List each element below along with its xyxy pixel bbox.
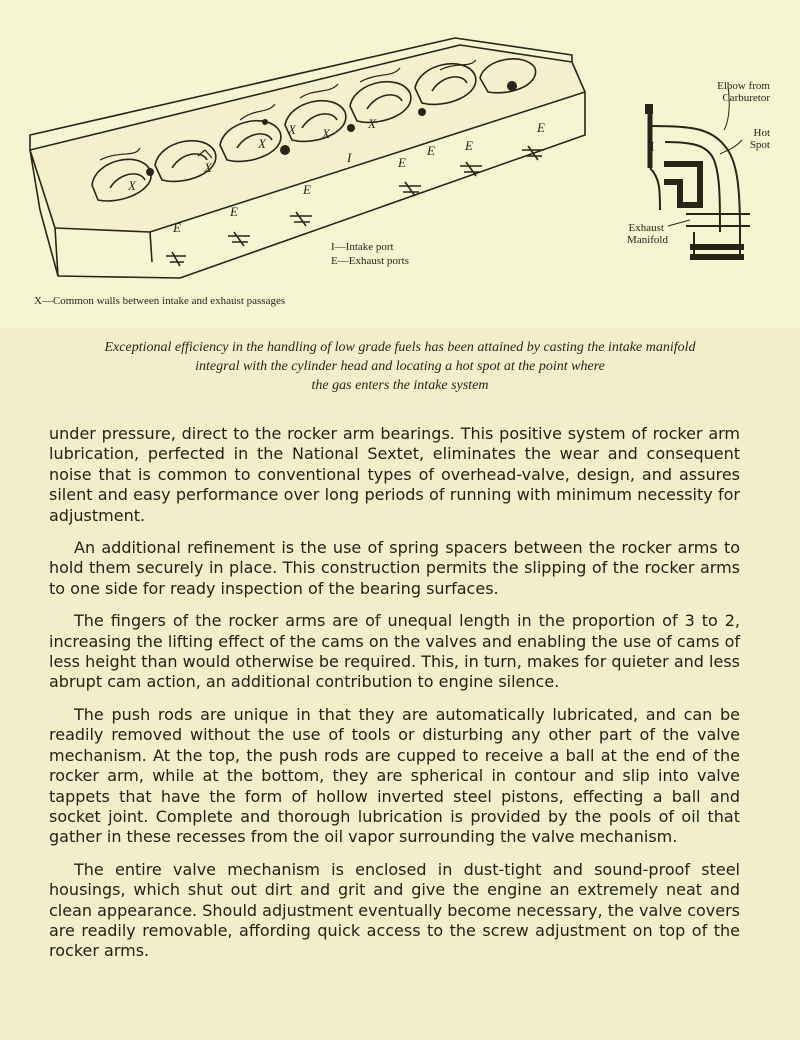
paragraph: An additional refinement is the use of spring spacers between the rocker arms to hold them securely in place. This construction permits the slipping of the rocker arms to one side for ready inspection of the bearing surfaces. xyxy=(49,538,740,598)
svg-text:E: E xyxy=(230,204,238,219)
hot-spot-label-line1: Hot xyxy=(753,127,770,139)
svg-text:X: X xyxy=(288,122,296,137)
caption-line: the gas enters the intake system xyxy=(311,378,489,393)
svg-text:X: X xyxy=(128,178,136,193)
body-text xyxy=(49,424,740,974)
paragraph: under pressure, direct to the rocker arm bearings. This positive system of rocker arm lubrication, perfected in the National Sextet, eliminates the wear and consequent noise that is common to conventional types of overhead-valve, design, and assures silent and easy performance over long periods of running with minimum necessity for adjustment. xyxy=(49,424,740,525)
elbow-label-line1: Elbow from xyxy=(717,80,770,92)
legend-intake: I—Intake port xyxy=(331,241,394,253)
paragraph: The push rods are unique in that they are automatically lubricated, and can be readily removed without the use of tools or disturbing any other part of the valve mechanism. At the top, the push rods are cupped to receive a ball at the end of the rocker arm, while at the bottom, they are spherical in contour and slip into valve tappets that have the form of hollow inverted steel pistons, effecting a ball and socket joint. Complete and thorough lubrication is provided by the pools of oil that gather in these recesses from the oil vapor surrounding the valve mechanism. xyxy=(49,704,740,847)
svg-text:E: E xyxy=(173,220,181,235)
intake-label-i: I xyxy=(650,140,655,155)
svg-text:X: X xyxy=(368,116,376,131)
svg-text:I: I xyxy=(347,150,352,165)
svg-text:E: E xyxy=(537,120,545,135)
paragraph: The entire valve mechanism is enclosed in dust-tight and sound-proof steel housings, which shut out dirt and grit and give the engine an extremely neat and clean appearance. Should adjustment eventually become necessary, the valve covers are readily removable, affording quick access to the screw adjustment on top of the rocker arms. xyxy=(49,859,740,961)
legend-exhaust: E—Exhaust ports xyxy=(331,255,409,267)
caption-line: Exceptional efficiency in the handling of low grade fuels has been attained by casting the intake manifold xyxy=(104,340,696,355)
svg-text:E: E xyxy=(465,138,473,153)
exhaust-manifold-label-line2: Manifold xyxy=(627,234,668,246)
legend-common-walls: X—Common walls between intake and exhaust passages xyxy=(34,295,286,307)
paragraph: The fingers of the rocker arms are of unequal length in the proportion of 3 to 2, increasing the lifting effect of the cams on the valves and enabling the use of cams of less height than would otherwise be required. This, in turn, makes for quieter and less abrupt cam action, an additional contribution to engine silence. xyxy=(49,611,740,692)
caption-line: integral with the cylinder head and locating a hot spot at the point where xyxy=(195,359,605,374)
hot-spot-label-line2: Spot xyxy=(749,139,770,151)
exhaust-manifold-label-line1: Exhaust xyxy=(628,222,664,234)
cylinder-head-drawing xyxy=(0,0,800,328)
elbow-label-line2: Carburetor xyxy=(722,92,770,104)
svg-text:E: E xyxy=(398,155,406,170)
cylinder-head-illustration xyxy=(0,0,800,328)
svg-text:X: X xyxy=(322,126,330,141)
svg-text:E: E xyxy=(303,182,311,197)
svg-text:E: E xyxy=(427,143,435,158)
svg-text:X: X xyxy=(204,160,212,175)
figure-caption xyxy=(30,338,770,395)
svg-text:X: X xyxy=(258,136,266,151)
